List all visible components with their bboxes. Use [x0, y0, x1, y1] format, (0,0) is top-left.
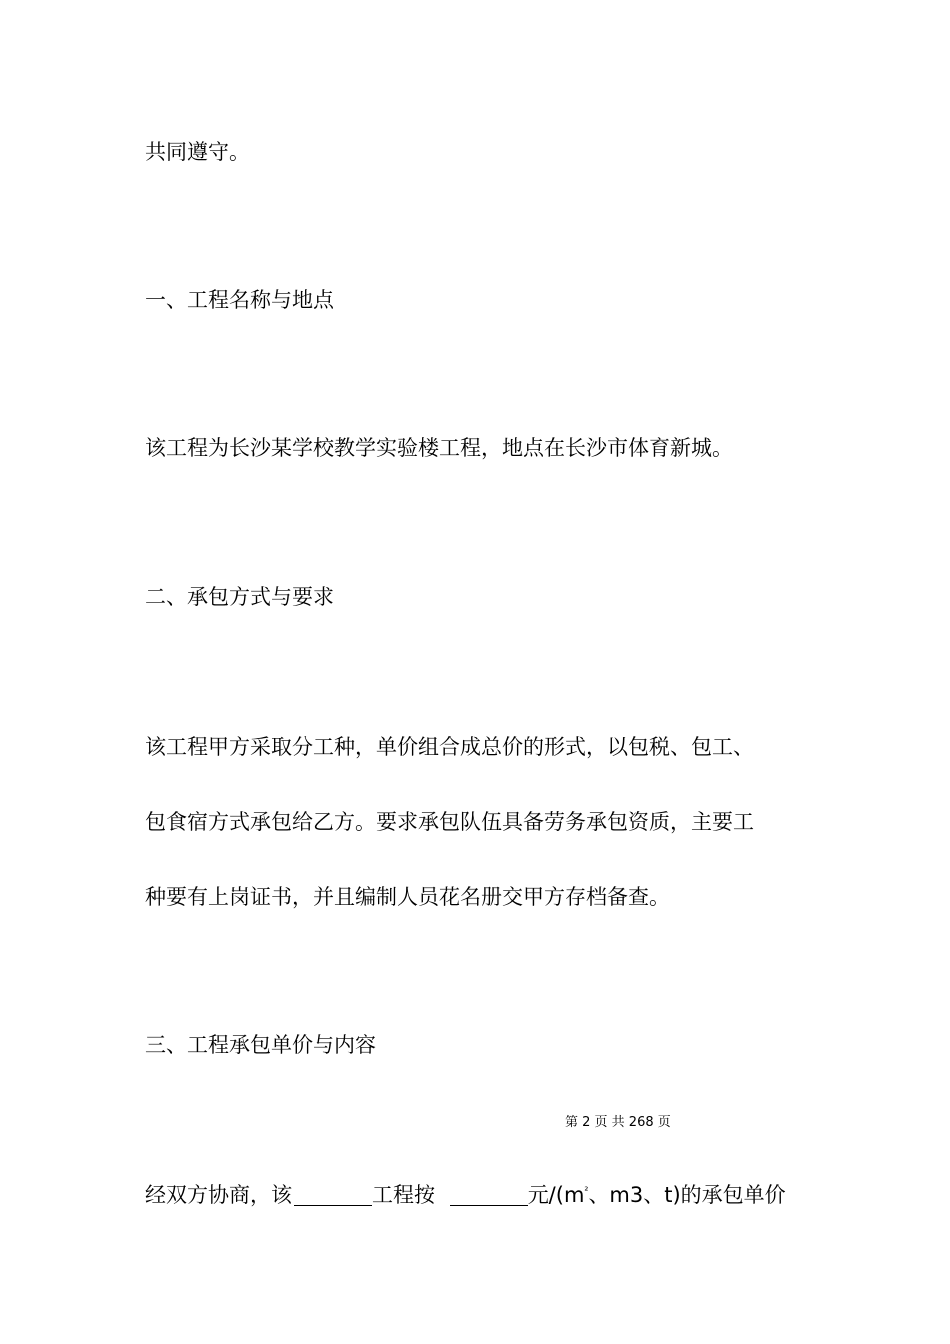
fill-in-blank: [294, 1183, 372, 1206]
paragraph-text: 该工程甲方采取分工种，单价组合成总价的形式，以包税、包工、: [145, 735, 754, 759]
paragraph-text: 共同遵守。: [145, 140, 250, 164]
paragraph-text: 包食宿方式承包给乙方。要求承包队伍具备劳务承包资质，主要工: [145, 810, 754, 834]
paragraph-text-with-blanks: [145, 1181, 786, 1209]
paragraph-text: 该工程为长沙某学校教学实验楼工程，地点在长沙市体育新城。: [145, 436, 733, 460]
text-segment: 元/(m: [527, 1183, 585, 1207]
fill-in-blank: [450, 1183, 528, 1206]
paragraph-text: 种要有上岗证书，并且编制人员花名册交甲方存档备查。: [145, 885, 670, 909]
section-heading-3: 三、工程承包单价与内容: [145, 1033, 376, 1057]
section-heading-1: 一、工程名称与地点: [145, 288, 334, 312]
page-number-text: 第 2 页 共 268 页: [565, 1115, 671, 1130]
section-heading-2: 二、承包方式与要求: [145, 585, 334, 609]
text-segment: 经双方协商，该: [145, 1183, 292, 1207]
text-segment: 、m3、t)的承包单价: [588, 1183, 786, 1207]
text-segment: 工程按: [372, 1183, 442, 1207]
superscript-two: ²: [584, 1186, 589, 1197]
